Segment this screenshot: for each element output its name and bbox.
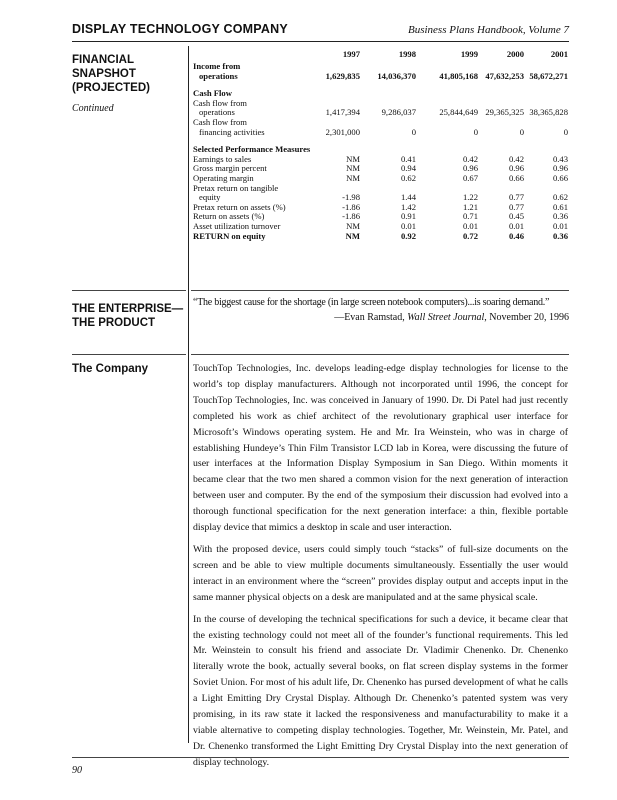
row-label: Operating margin <box>193 172 254 183</box>
row-label: Asset utilization turnover <box>193 220 281 231</box>
row-label: Cash flow from <box>193 97 247 108</box>
table-cell: 0 <box>411 126 416 137</box>
table-cell: 1.42 <box>400 201 416 212</box>
table-cell: 0.67 <box>462 172 478 183</box>
row-label: Gross margin percent <box>193 163 267 174</box>
cff-row <box>193 128 568 138</box>
cfo-row <box>193 108 568 118</box>
table-cell: 0.92 <box>400 230 416 241</box>
table-cell: 29,365,325 <box>485 107 524 118</box>
table-cell: 0.96 <box>552 163 568 174</box>
table-cell: NM <box>346 163 360 174</box>
table-cell: 47,632,253 <box>485 70 524 81</box>
table-cell: 0.42 <box>508 153 524 164</box>
continued-label: Continued <box>72 103 114 114</box>
row-label: RETURN on equity <box>193 230 266 241</box>
row-label: Return on assets (%) <box>193 211 265 222</box>
table-cell: 41,805,168 <box>439 70 478 81</box>
section-rule-right <box>191 354 569 355</box>
heading-line: SNAPSHOT <box>72 68 136 80</box>
table-cell: -1.86 <box>342 211 360 222</box>
table-cell: 0.42 <box>462 153 478 164</box>
table-cell: 0.66 <box>508 172 524 183</box>
section-rule-left <box>72 290 186 291</box>
heading-line: (PROJECTED) <box>72 82 150 94</box>
roe-row <box>193 232 568 242</box>
table-cell: NM <box>346 153 360 164</box>
attribution-author: —Evan Ramstad, <box>334 312 408 323</box>
table-cell: 0 <box>519 126 524 137</box>
table-cell: 0.72 <box>462 230 478 241</box>
running-header-book: Business Plans Handbook, Volume 7 <box>407 24 569 36</box>
section-rule-left <box>72 354 186 355</box>
cashflow-heading <box>193 89 568 99</box>
row-label: equity <box>199 192 221 203</box>
footer-rule <box>72 757 569 758</box>
table-cell: 0.01 <box>508 220 524 231</box>
table-cell: 0.01 <box>462 220 478 231</box>
row-label: Income from <box>193 61 241 71</box>
income-row <box>193 72 568 82</box>
table-cell: 0.45 <box>508 211 524 222</box>
table-cell: 14,036,370 <box>377 70 416 81</box>
table-cell: -1.98 <box>342 192 360 203</box>
table-cell: 0.62 <box>552 192 568 203</box>
company-heading: The Company <box>72 363 149 375</box>
heading-line: FINANCIAL <box>72 54 134 66</box>
body-paragraph: With the proposed device, users could simply touch “stacks” of full-size documents on the screen and be able to view multiple documents simultaneously. Essentially the user would interact in an environment where the “screen” provides display output and accepts input in the same manner physical objects on a desk are manipulated and at the same physical scale. <box>193 543 568 603</box>
row-label: Pretax return on assets (%) <box>193 201 286 212</box>
table-cell: 0.66 <box>552 172 568 183</box>
table-cell: 0.96 <box>508 163 524 174</box>
year-header: 1998 <box>398 49 416 59</box>
company-body-text <box>193 361 568 777</box>
row-label: Earnings to sales <box>193 153 252 164</box>
table-cell: 0.46 <box>508 230 524 241</box>
heading-line: THE PRODUCT <box>72 317 156 329</box>
section-rule-right <box>191 290 569 291</box>
table-cell: 58,672,271 <box>529 70 568 81</box>
body-paragraph: In the course of developing the technical specifications for such a device, it became clear that the existing technology could not meet all of the founder’s functional requirements. This led Mr. Weinstein to consult his friend and associate Dr. Vladimir Chenenko. Dr. Chenenko literally wrote the book, actually several books, on flat screen display systems in the former Soviet Union. For most of his adult life, Dr. Chenenko has pursed development of what he calls a Light Emitting Dry Crystal Display. Although Dr. Chenenko’s patented system was very promising, in its raw state it lacked the responsiveness and manufacturability to make it a viable alternative to competing display technologies. Together, Mr. Weinstein, Mr. Patel, and Dr. Chenenko transformed the Light Emitting Dry Crystal Display into the next generation of display technology. <box>193 613 568 768</box>
year-header-row <box>193 50 568 62</box>
body-paragraph: TouchTop Technologies, Inc. develops leading-edge display technologies for license to the world’s top display manufacturers. Although not incorporated until 1996, the concept for TouchTop Technologies, Inc. was conceived in January of 1990. Dr. Di Patel had just recently completed his work as chief architect of the revolutionary graphical user interface for Microsoft’s Windows operating system. He and Mr. Ira Weinstein, who was in charge of establishing Hundeye’s Thin Film Transistor LCD lab in Korea, were discussing the future of user interfaces at the Information Display Symposium in San Diego. Within moments it became clear that the two men shared a common vision for the next generation of interaction between user and computer. By the end of the symposium their discussion had evolved into a thorough functional specification for the next generation interface: a thin, flexible portable display device that mimics a desktop in scale and user interaction. <box>193 363 568 534</box>
attribution-source: Wall Street Journal <box>407 312 485 323</box>
table-cell: 0.91 <box>400 211 416 222</box>
year-header: 1999 <box>460 49 478 59</box>
table-cell: 0 <box>473 126 478 137</box>
table-cell: 1.21 <box>462 201 478 212</box>
table-cell: 1.44 <box>400 192 416 203</box>
year-header: 2000 <box>506 49 524 59</box>
table-cell: 0.62 <box>400 172 416 183</box>
table-cell: 0 <box>563 126 568 137</box>
table-cell: 1,629,835 <box>325 70 360 81</box>
table-cell: 25,844,649 <box>439 107 478 118</box>
row-label: financing activities <box>199 126 265 137</box>
table-cell: 0.71 <box>462 211 478 222</box>
table-cell: 38,365,828 <box>529 107 568 118</box>
quote-text: “The biggest cause for the shortage (in large screen notebook computers)...is soaring demand.” <box>193 297 550 308</box>
heading-line: THE ENTERPRISE— <box>72 303 184 315</box>
row-label: operations <box>199 107 235 118</box>
table-cell: 0.43 <box>552 153 568 164</box>
table-cell: NM <box>346 220 360 231</box>
quote-attribution <box>334 312 569 323</box>
row-label: Cash Flow <box>193 88 232 99</box>
table-cell: 0.96 <box>462 163 478 174</box>
attribution-date: , November 20, 1996 <box>484 312 569 323</box>
table-cell: -1.86 <box>342 201 360 212</box>
row-gap <box>193 81 568 89</box>
header-rule <box>72 41 569 42</box>
financial-snapshot-heading <box>72 53 150 95</box>
table-cell: 9,286,037 <box>381 107 416 118</box>
row-label: Cash flow from <box>193 116 247 127</box>
row-label: operations <box>199 70 238 81</box>
year-header: 2001 <box>550 49 568 59</box>
column-divider <box>188 46 189 743</box>
table-cell: 2,301,000 <box>325 126 360 137</box>
page-number: 90 <box>72 765 82 776</box>
row-label: Pretax return on tangible <box>193 182 279 193</box>
row-label: Selected Performance Measures <box>193 144 311 155</box>
table-cell: 0.94 <box>400 163 416 174</box>
table-cell: 0.77 <box>508 192 524 203</box>
table-cell: 0.36 <box>552 211 568 222</box>
table-cell: 0.61 <box>552 201 568 212</box>
enterprise-heading <box>72 302 183 330</box>
table-cell: 0.36 <box>552 230 568 241</box>
table-cell: 0.01 <box>552 220 568 231</box>
running-header-title: DISPLAY TECHNOLOGY COMPANY <box>72 22 288 36</box>
table-cell: NM <box>346 172 360 183</box>
table-cell: 0.41 <box>400 153 416 164</box>
table-cell: 1.22 <box>462 192 478 203</box>
year-header: 1997 <box>342 49 360 59</box>
table-cell: 1,417,394 <box>325 107 360 118</box>
table-cell: 0.77 <box>508 201 524 212</box>
financial-table <box>193 50 568 241</box>
table-cell: NM <box>345 230 360 241</box>
table-cell: 0.01 <box>400 220 416 231</box>
